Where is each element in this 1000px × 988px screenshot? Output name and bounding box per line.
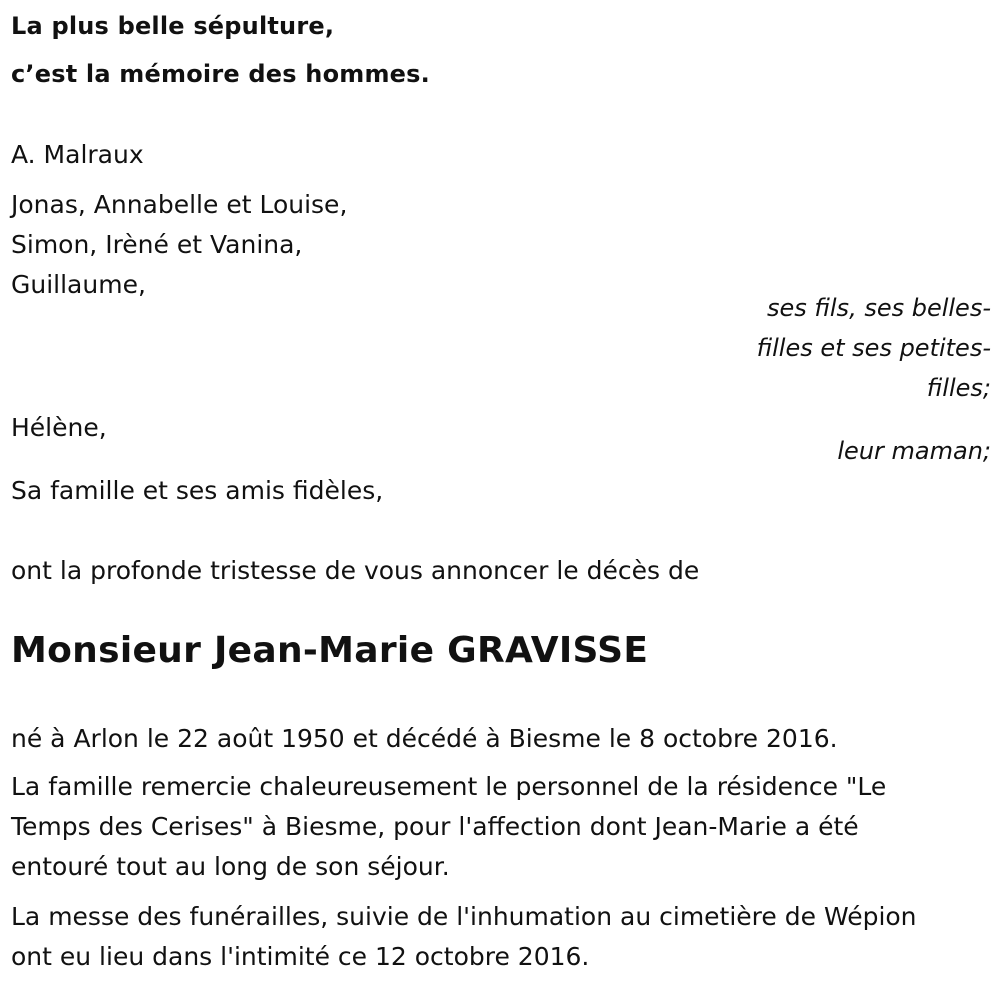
children-relation-line-3: filles;: [926, 374, 991, 402]
children-relation-line-2: filles et ses petites-: [756, 334, 991, 362]
quote-line-1: La plus belle sépulture,: [11, 12, 335, 40]
quote-author: A. Malraux: [11, 140, 144, 169]
birth-death-line: né à Arlon le 22 août 1950 et décédé à Biesme le 8 octobre 2016.: [11, 724, 838, 753]
children-line-1: Jonas, Annabelle et Louise,: [11, 190, 348, 219]
mother-relation: leur maman;: [837, 437, 991, 465]
thanks-line-1: La famille remercie chaleureusement le personnel de la résidence "Le: [11, 772, 887, 801]
quote-line-2: c’est la mémoire des hommes.: [11, 60, 430, 88]
deceased-name: Monsieur Jean-Marie GRAVISSE: [11, 630, 649, 671]
funeral-line-1: La messe des funérailles, suivie de l'inhumation au cimetière de Wépion: [11, 902, 917, 931]
announcement-intro: ont la profonde tristesse de vous annoncer le décès de: [11, 556, 700, 585]
funeral-line-2: ont eu lieu dans l'intimité ce 12 octobre 2016.: [11, 942, 590, 971]
mother-name: Hélène,: [11, 413, 107, 442]
thanks-line-2: Temps des Cerises" à Biesme, pour l'affection dont Jean-Marie a été: [11, 812, 859, 841]
thanks-line-3: entouré tout au long de son séjour.: [11, 852, 450, 881]
children-line-2: Simon, Irèné et Vanina,: [11, 230, 303, 259]
children-relation-line-1: ses fils, ses belles-: [766, 294, 991, 322]
family-line: Sa famille et ses amis fidèles,: [11, 476, 384, 505]
children-line-3: Guillaume,: [11, 270, 146, 299]
